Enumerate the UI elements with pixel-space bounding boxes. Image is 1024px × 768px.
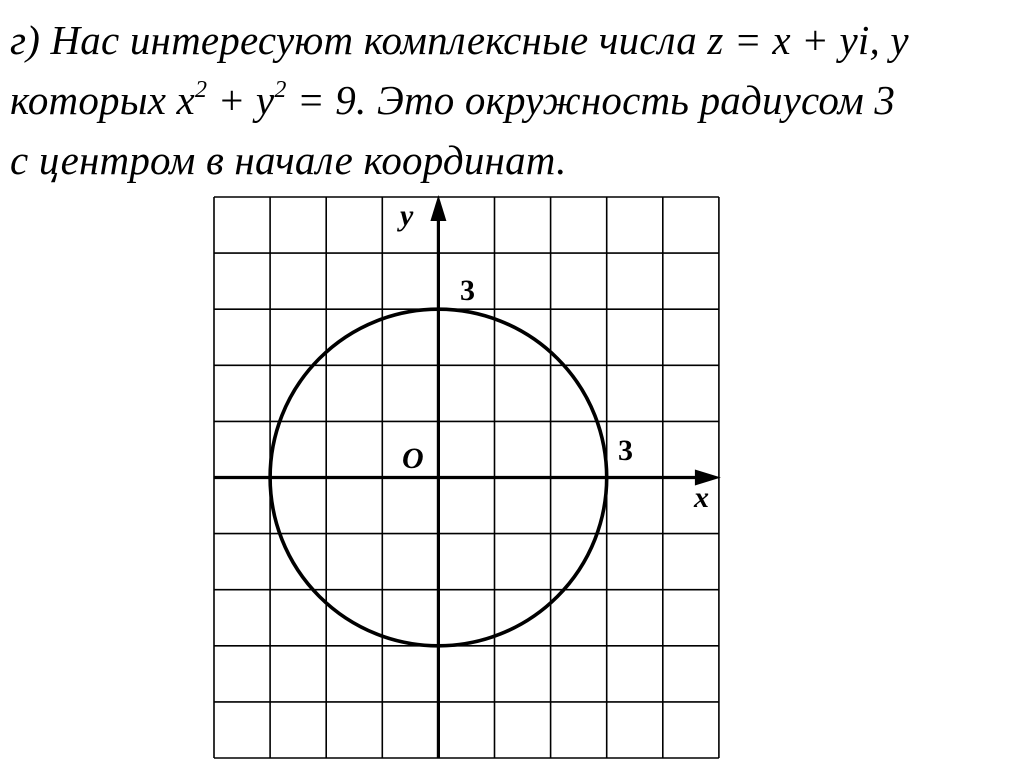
x-axis-label: x bbox=[694, 481, 709, 514]
task-line-2-part-b: + y bbox=[207, 77, 275, 123]
task-line-1: г) Нас интересуют комплексные числа z = x + yi, у bbox=[10, 17, 909, 63]
y-axis-arrow-icon bbox=[430, 195, 446, 221]
task-line-2-part-a: которых x bbox=[10, 77, 195, 123]
top-intercept-label: 3 bbox=[460, 274, 475, 307]
exponent-y: 2 bbox=[274, 77, 287, 103]
origin-label: O bbox=[402, 442, 424, 475]
exponent-x: 2 bbox=[194, 77, 208, 103]
task-line-3: с центром в начале координат. bbox=[10, 137, 567, 183]
right-intercept-label: 3 bbox=[618, 434, 633, 467]
y-axis-label: y bbox=[400, 199, 414, 232]
task-line-2-part-c: = 9. Это окружность радиусом 3 bbox=[286, 77, 896, 123]
